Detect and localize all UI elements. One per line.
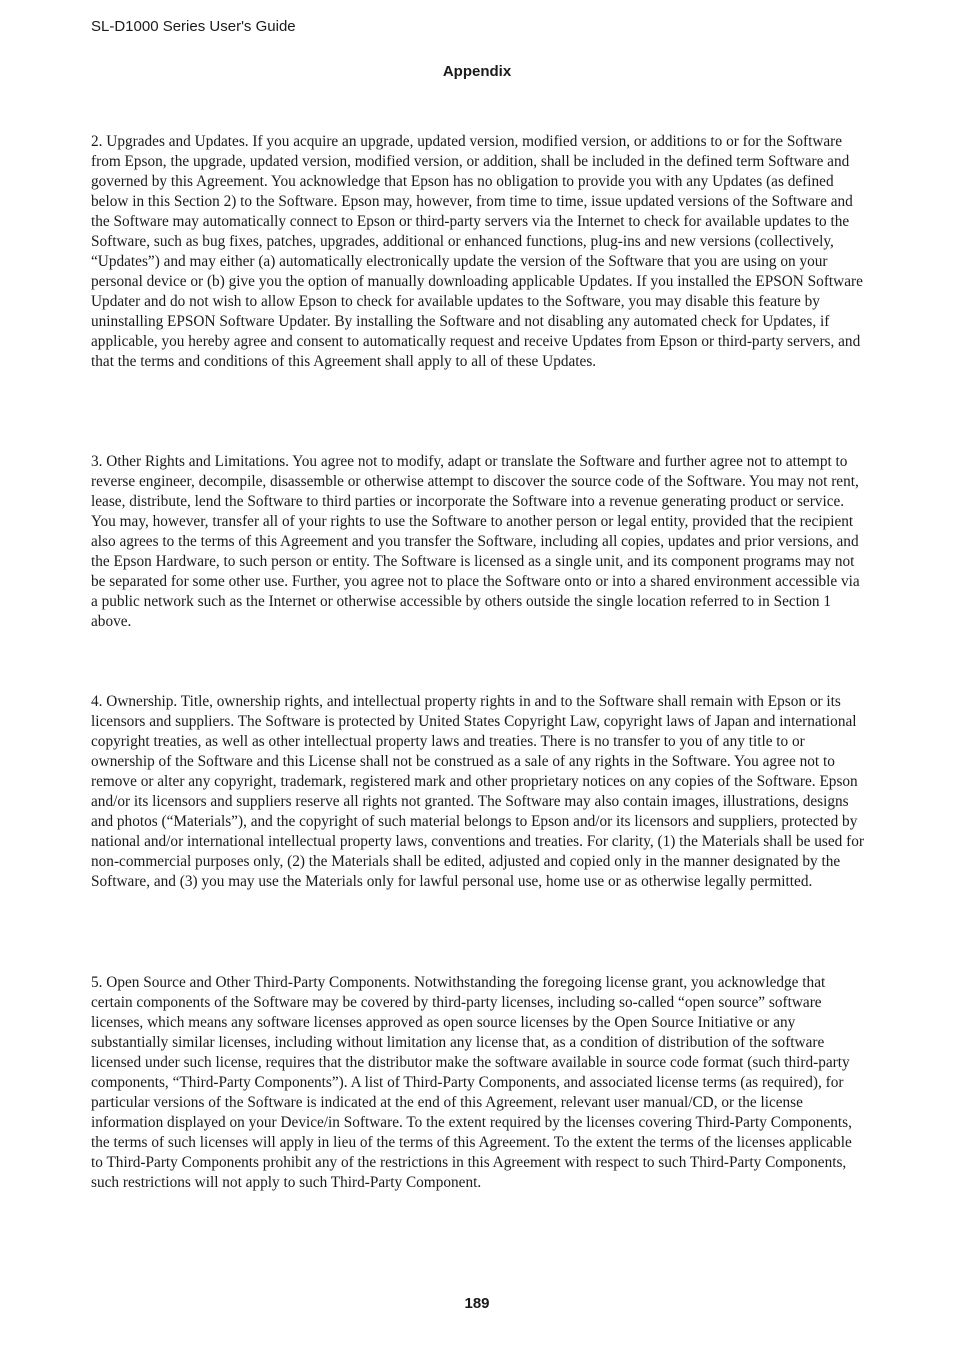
paragraph-other-rights-and-limitations: 3. Other Rights and Limitations. You agree not to modify, adapt or translate the Software and further agree not to attempt to reverse engineer, decompile, disassemble or otherwise attempt to discover the source code of the Software. You may not rent, lease, distribute, lend the Software to third parties or incorporate the Software into a revenue generating product or service. You may, however, transfer all of your rights to use the Software to another person or legal entity, provided that the recipient also agrees to the terms of this Agreement and you transfer the Software, including all copies, updates and prior versions, and the Epson Hardware, to such person or entity. The Software is licensed as a single unit, and its component programs may not be separated for some other use. Further, you agree not to place the Software onto or into a shared environment accessible via a public network such as the Internet or otherwise accessible by others outside the single location referred to in Section 1 above. <box>91 453 860 630</box>
section-title: Appendix <box>442 63 512 80</box>
guide-title: SL-D1000 Series User's Guide <box>91 18 296 35</box>
paragraph-open-source-components: 5. Open Source and Other Third-Party Components. Notwithstanding the foregoing license grant, you acknowledge that certain components of the Software may be covered by third-party licenses, including so-called “open source” software licenses, which means any software licenses approved as open source licenses by the Open Source Initiative or any substantially similar licenses, including without limitation any license that, as a condition of distribution of the software licensed under such license, requires that the distributor make the software available in source code format (such third-party components, “Third-Party Components”). A list of Third-Party Components, and associated license terms (as required), for particular versions of the Software is indicated at the end of this Agreement, relevant user manual/CD, or the license information displayed on your Device/in Software. To the extent required by the licenses covering Third-Party Components, the terms of such licenses will apply in lieu of the terms of this Agreement. To the extent the terms of the licenses applicable to Third-Party Components prohibit any of the restrictions in this Agreement with respect to such Third-Party Components, such restrictions will not apply to such Third-Party Component. <box>91 974 852 1191</box>
page-number: 189 <box>464 1295 490 1312</box>
paragraph-upgrades-and-updates: 2. Upgrades and Updates. If you acquire an upgrade, updated version, modified version, or additions to or for the Software from Epson, the upgrade, updated version, modified version, or addition, shall be included in the defined term Software and governed by this Agreement. You acknowledge that Epson has no obligation to provide you with any Updates (as defined below in this Section 2) to the Software. Epson may, however, from time to time, issue updated versions of the Software and the Software may automatically connect to Epson or third-party servers via the Internet to check for available updates to the Software, such as bug fixes, patches, upgrades, additional or enhanced functions, plug-ins and new versions (collectively, “Updates”) and may either (a) automatically electronically update the version of the Software that you are using on your personal device or (b) give you the option of manually downloading applicable Updates. If you installed the EPSON Software Updater and do not wish to allow Epson to check for available updates to the Software, you may disable this feature by uninstalling EPSON Software Updater. By installing the Software and not disabling any automated check for Updates, if applicable, you hereby agree and consent to automatically request and receive Updates from Epson or third-party servers, and that the terms and conditions of this Agreement shall apply to all of these Updates. <box>91 133 863 370</box>
paragraph-ownership: 4. Ownership. Title, ownership rights, and intellectual property rights in and to the Software shall remain with Epson or its licensors and suppliers. The Software is protected by United States Copyright Law, copyright laws of Japan and international copyright treaties, as well as other intellectual property laws and treaties. There is no transfer to you of any title to or ownership of the Software and this License shall not be construed as a sale of any rights in the Software. You agree not to remove or alter any copyright, trademark, registered mark and other proprietary notices on any copies of the Software. Epson and/or its licensors and suppliers reserve all rights not granted. The Software may also contain images, illustrations, designs and photos (“Materials”), and the copyright of such material belongs to Epson and/or its licensors and suppliers, protected by national and/or international intellectual property laws, conventions and treaties. For clarity, (1) the Materials shall be used for non-commercial purposes only, (2) the Materials shall be edited, adjusted and copied only in the manner designated by the Software, and (3) you may use the Materials only for lawful personal use, home use or as otherwise legally permitted. <box>91 693 864 890</box>
